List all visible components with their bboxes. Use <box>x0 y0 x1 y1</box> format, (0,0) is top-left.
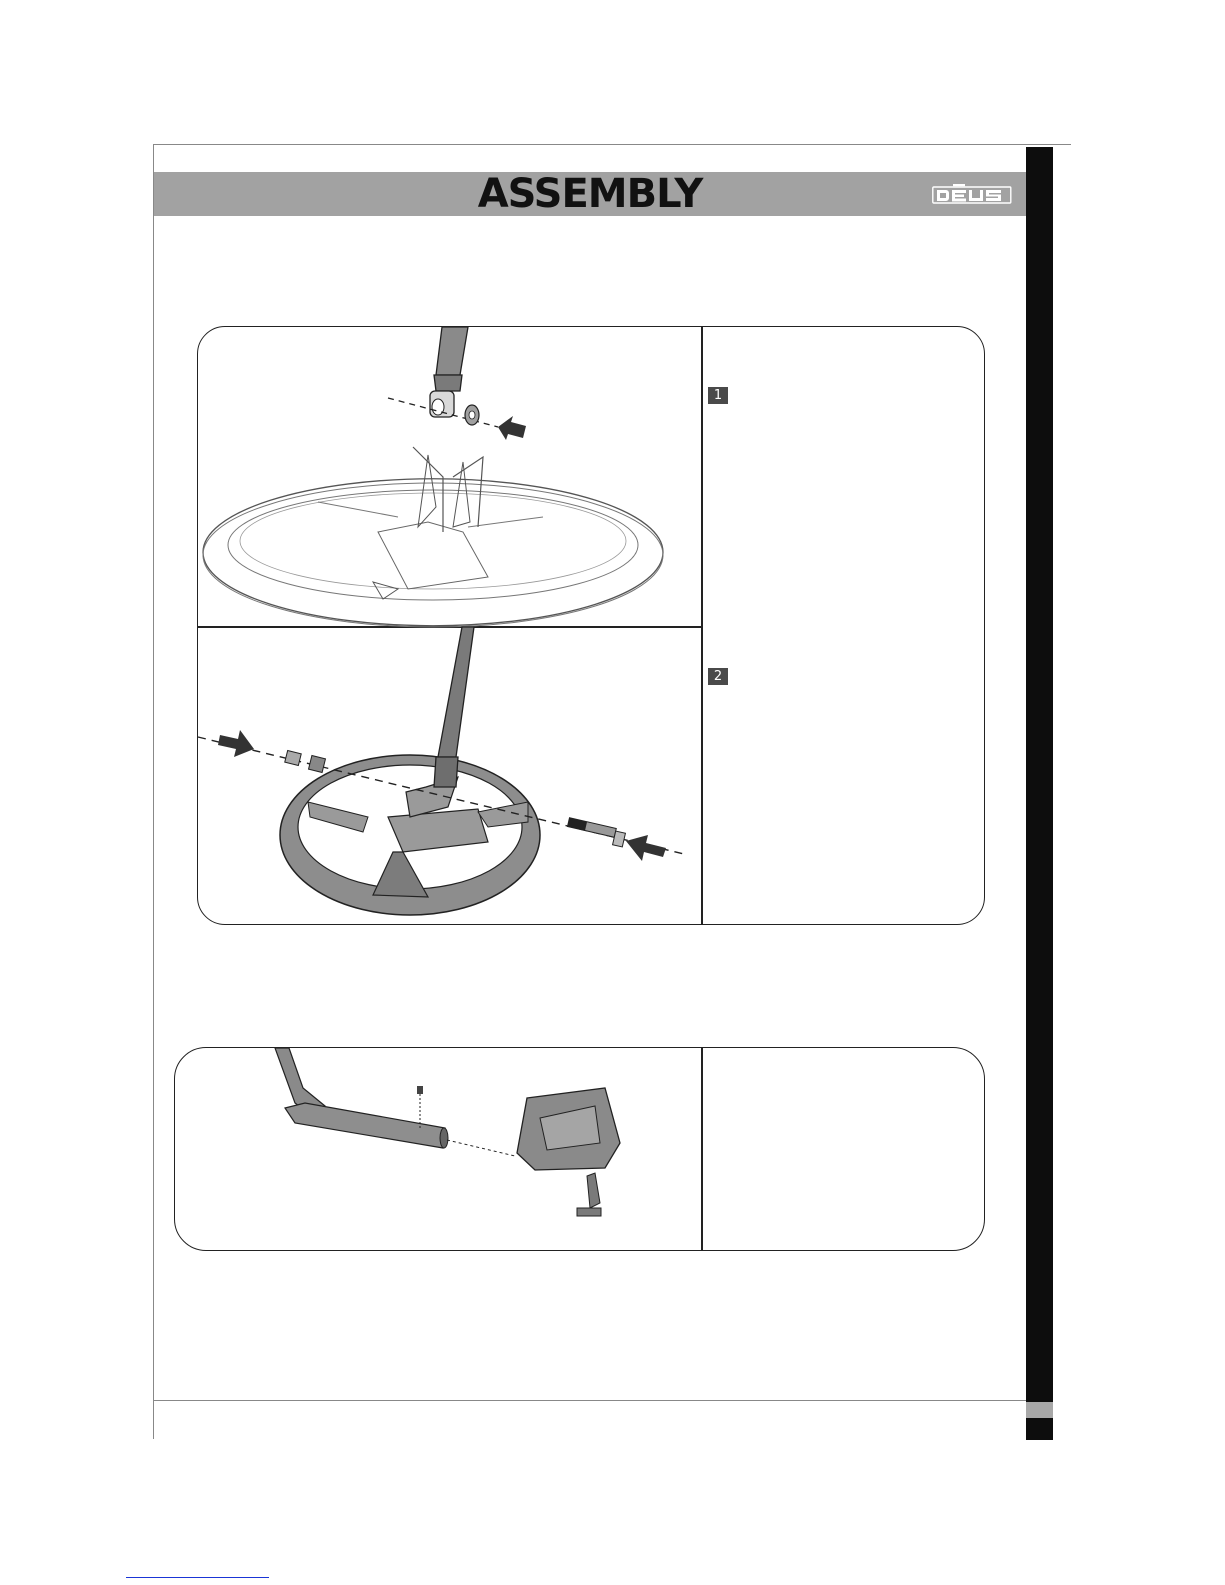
arrow-icon <box>218 730 254 757</box>
coil-outline-illustration <box>198 327 701 625</box>
deus-logo <box>932 183 1012 205</box>
side-thumb-bar <box>1026 147 1053 1440</box>
frame-bottom-rule <box>153 1400 1028 1401</box>
page-title: ASSEMBLY <box>477 171 703 217</box>
armrest-illustration <box>265 1048 695 1248</box>
armrest-assembly-panel <box>174 1047 985 1251</box>
frame-top-rule <box>153 144 1071 145</box>
section-header <box>154 172 1026 216</box>
arrow-icon <box>498 416 526 440</box>
panel-divider <box>701 1048 703 1250</box>
footer-link-underline <box>126 1577 269 1578</box>
arrow-icon <box>626 835 666 861</box>
side-thumb-tab <box>1026 1402 1053 1418</box>
step-2-badge: 2 <box>708 668 728 685</box>
coil-filled-illustration <box>198 627 701 923</box>
frame-left-rule <box>153 144 154 1439</box>
coil-assembly-panel <box>197 326 985 925</box>
step-1-badge: 1 <box>708 387 728 404</box>
